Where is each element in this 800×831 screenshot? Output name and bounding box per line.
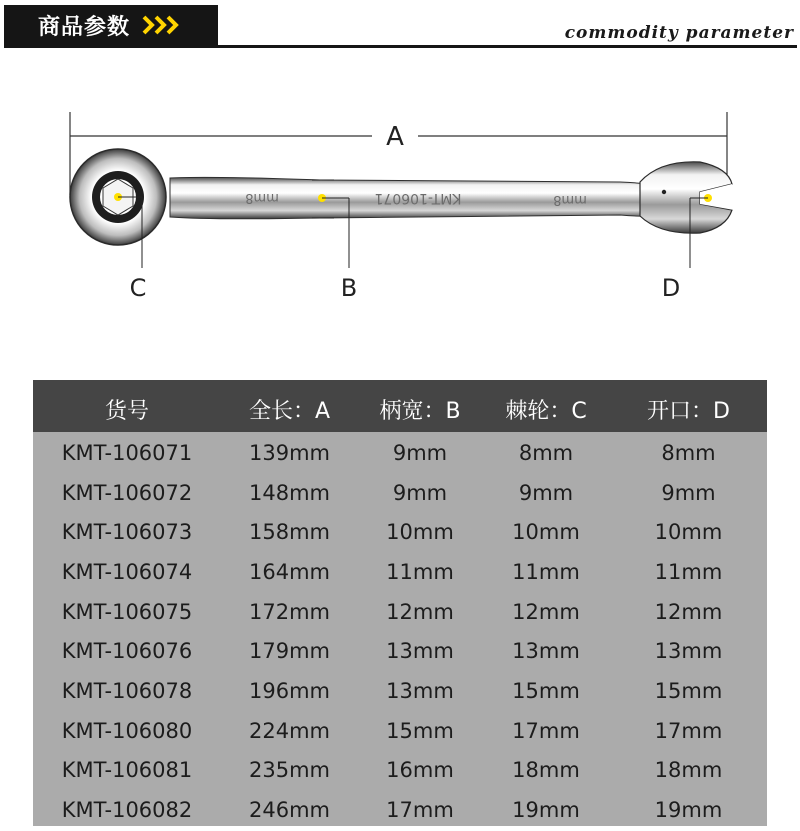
cell-opening: 9mm (661, 480, 716, 505)
cell-ratchet: 8mm (518, 440, 574, 465)
cell-length: 158mm (249, 520, 330, 545)
cell-handle-width: 13mm (386, 678, 454, 703)
cell-model: KMT-106078 (61, 678, 193, 703)
cell-handle-width: 17mm (386, 798, 454, 823)
header-handle-width: 柄宽：B (379, 398, 461, 424)
header-model: 货号 (104, 398, 149, 424)
section-header-tab (4, 5, 218, 45)
table-row (33, 433, 767, 473)
cell-length: 196mm (249, 678, 330, 703)
cell-model: KMT-106081 (61, 758, 193, 783)
table-row (33, 631, 767, 671)
cell-opening: 15mm (654, 678, 723, 703)
wrench (70, 149, 734, 245)
cell-handle-width: 13mm (386, 639, 454, 664)
cell-ratchet: 11mm (512, 559, 580, 584)
cell-model: KMT-106076 (61, 639, 193, 664)
table-row (33, 790, 767, 830)
cell-handle-width: 15mm (386, 718, 454, 743)
cell-ratchet: 10mm (512, 520, 580, 545)
cell-opening: 17mm (654, 718, 723, 743)
engraving-model: KMT-106071 (374, 190, 462, 206)
header-opening: 开口：D (647, 398, 730, 424)
cell-model: KMT-106074 (61, 559, 193, 584)
cell-length: 148mm (249, 480, 330, 505)
table-header (33, 380, 767, 432)
cell-opening: 10mm (654, 520, 723, 545)
cell-opening: 11mm (654, 559, 723, 584)
cell-ratchet: 15mm (512, 678, 580, 703)
table-row (33, 751, 767, 791)
table-row (33, 671, 767, 711)
cell-model: KMT-106082 (61, 798, 193, 823)
cell-ratchet: 9mm (518, 480, 574, 505)
header-ratchet: 棘轮：C (505, 398, 587, 424)
cell-model: KMT-106075 (61, 599, 193, 624)
cell-handle-width: 10mm (386, 520, 454, 545)
engraving-right: mm8 (553, 192, 587, 207)
cell-length: 172mm (249, 599, 330, 624)
table-row (33, 552, 767, 592)
engraving-left: mm8 (245, 190, 279, 205)
cell-ratchet: 17mm (512, 718, 580, 743)
cell-model: KMT-106080 (61, 718, 193, 743)
section-subtitle: commodity parameter (564, 23, 794, 43)
cell-model: KMT-106073 (61, 520, 193, 545)
label-d: D (661, 274, 681, 302)
label-c: C (129, 274, 147, 302)
section-title: 商品参数 (38, 14, 131, 40)
label-b: B (340, 274, 358, 302)
cell-handle-width: 9mm (392, 480, 448, 505)
cell-ratchet: 18mm (512, 758, 580, 783)
table-row (33, 512, 767, 552)
cell-handle-width: 11mm (386, 559, 454, 584)
cell-length: 139mm (249, 440, 330, 465)
cell-handle-width: 9mm (392, 440, 448, 465)
cell-opening: 12mm (654, 599, 723, 624)
cell-length: 179mm (249, 639, 330, 664)
cell-model: KMT-106071 (61, 440, 193, 465)
triple-chevron-icon (142, 14, 182, 36)
cell-opening: 8mm (661, 440, 716, 465)
table-row (33, 592, 767, 632)
cell-length: 164mm (249, 559, 330, 584)
cell-handle-width: 16mm (386, 758, 454, 783)
cell-opening: 13mm (654, 639, 723, 664)
cell-opening: 18mm (654, 758, 723, 783)
wrench-dimension-diagram (0, 100, 800, 320)
cell-ratchet: 19mm (512, 798, 580, 823)
cell-model: KMT-106072 (61, 480, 193, 505)
cell-ratchet: 12mm (512, 599, 580, 624)
cell-length: 224mm (249, 718, 330, 743)
cell-length: 235mm (249, 758, 330, 783)
table-row (33, 473, 767, 513)
cell-ratchet: 13mm (512, 639, 580, 664)
header-length: 全长：A (248, 398, 331, 424)
spec-table (33, 380, 767, 826)
cell-length: 246mm (249, 798, 330, 823)
table-row (33, 711, 767, 751)
label-a: A (386, 122, 404, 152)
table-body (33, 432, 767, 830)
header-divider (4, 45, 797, 48)
cell-handle-width: 12mm (386, 599, 454, 624)
cell-opening: 19mm (654, 798, 723, 823)
